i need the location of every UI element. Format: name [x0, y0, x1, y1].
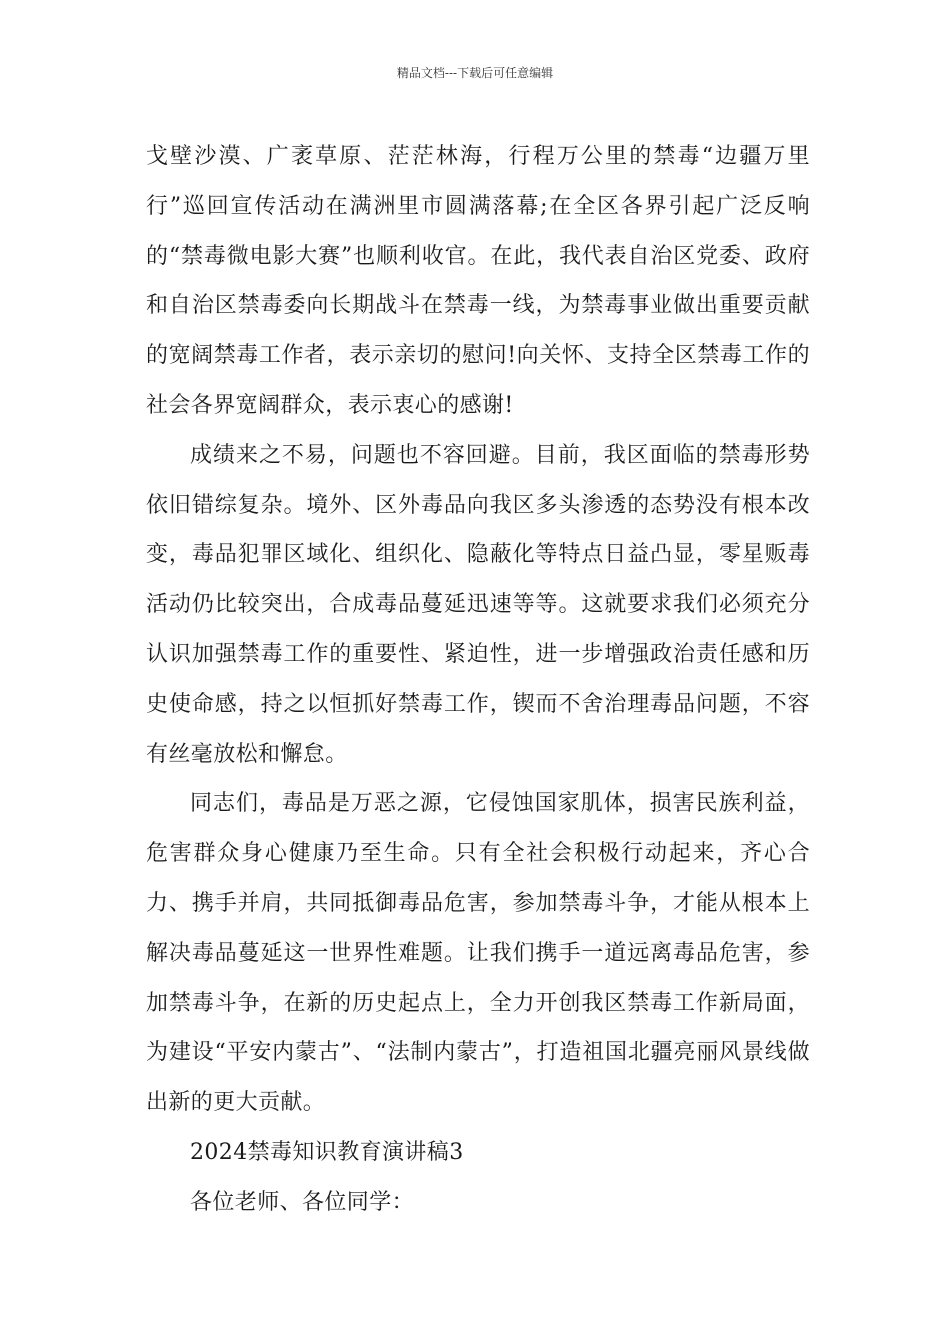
- paragraph-2: 成绩来之不易，问题也不容回避。目前，我区面临的禁毒形势依旧错综复杂。境外、区外毒品向我区多头渗透的态势没有根本改变，毒品犯罪区域化、组织化、隐蔽化等特点日益凸显，零星贩毒活动仍比较突出，合成毒品蔓延迅速等等。这就要求我们必须充分认识加强禁毒工作的重要性、紧迫性，进一步增强政治责任感和历史使命感，持之以恒抓好禁毒工作，锲而不舍治理毒品问题，不容有丝毫放松和懈怠。: [146, 442, 810, 767]
- salutation: 各位老师、各位同学：: [190, 1189, 415, 1215]
- page-header: 精品文档---下载后可任意编辑: [396, 66, 554, 80]
- section-title: 2024禁毒知识教育演讲稿3: [190, 1139, 464, 1165]
- document-body: [146, 132, 810, 1228]
- paragraph-3: 同志们，毒品是万恶之源，它侵蚀国家肌体，损害民族利益，危害群众身心健康乃至生命。只有全社会积极行动起来，齐心合力、携手并肩，共同抵御毒品危害，参加禁毒斗争，才能从根本上解决毒品蔓延这一世界性难题。让我们携手一道远离毒品危害，参加禁毒斗争，在新的历史起点上，全力开创我区禁毒工作新局面，为建设“平安内蒙古”、“法制内蒙古”，打造祖国北疆亮丽风景线做出新的更大贡献。: [146, 791, 810, 1116]
- paragraph-1: 戈壁沙漠、广袤草原、茫茫林海，行程万公里的禁毒“边疆万里行”巡回宣传活动在满洲里市圆满落幕;在全区各界引起广泛反响的“禁毒微电影大赛”也顺利收官。在此，我代表自治区党委、政府和自治区禁毒委向长期战斗在禁毒一线，为禁毒事业做出重要贡献的宽阔禁毒工作者，表示亲切的慰问!向关怀、支持全区禁毒工作的社会各界宽阔群众，表示衷心的感谢!: [146, 144, 810, 418]
